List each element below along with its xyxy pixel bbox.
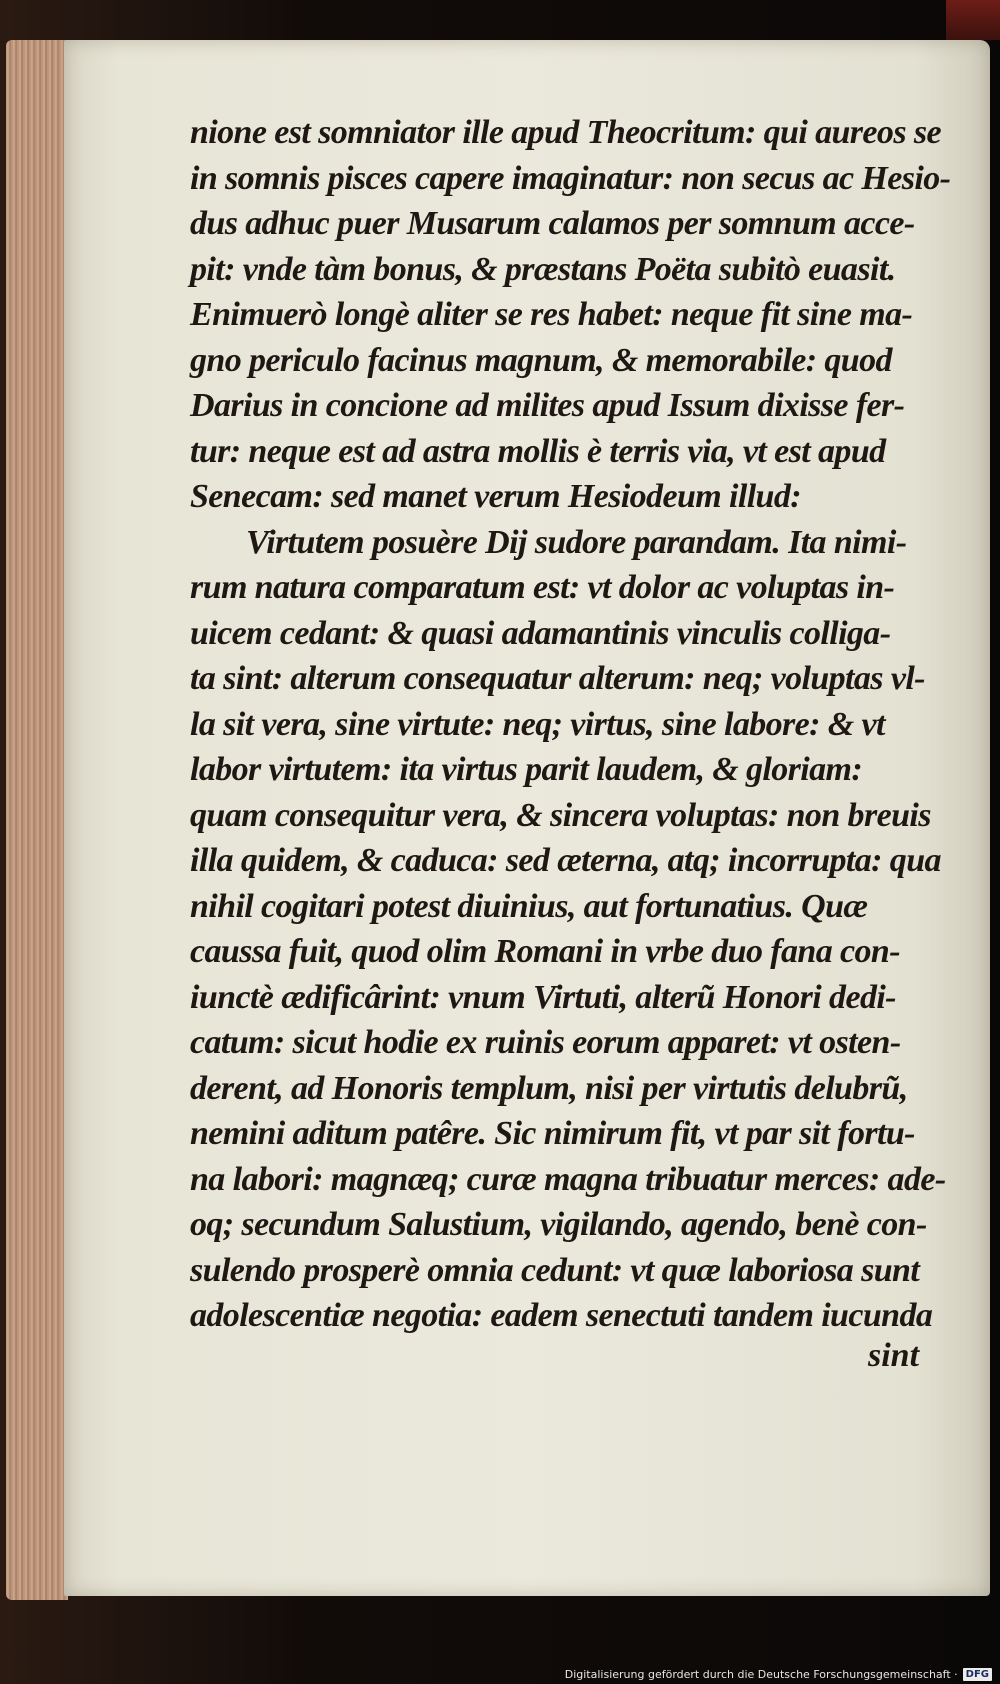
text-line: in somnis pisces capere imaginatur: non secus ac Hesio- [190,159,951,197]
text-line: iunctè ædificârint: vnum Virtuti, alterũ Honori dedi- [190,978,896,1016]
bookmark-ribbon [946,0,1000,40]
catchword: sint [868,1337,920,1374]
text-line: labor virtutem: ita virtus parit laudem, & gloriam: [190,751,863,788]
text-line: dus adhuc puer Musarum calamos per somnum acce- [190,205,915,242]
text-line: la sit vera, sine virtute: neq; virtus, sine labore: & vt [190,705,885,743]
text-line: ta sint: alterum consequatur alterum: neq; voluptas vl- [190,660,925,697]
text-line: illa quidem, & caduca: sed æterna, atq; incorrupta: qua [190,842,941,879]
text-line: nemini aditum patêre. Sic nimirum fit, vt par sit fortu- [190,1115,915,1152]
text-line: catum: sicut hodie ex ruinis eorum apparet: vt osten- [190,1024,901,1061]
text-line: oq; secundum Salustium, vigilando, agendo, benè con- [190,1206,927,1243]
text-line: sulendo prosperè omnia cedunt: vt quæ laboriosa sunt [190,1251,920,1289]
text-line: nione est somniator ille apud Theocritum: qui aureos se [190,114,941,151]
text-line: derent, ad Honoris templum, nisi per virtutis delubrũ, [190,1069,908,1107]
credit-text: Digitalisierung gefördert durch die Deutsche Forschungsgemeinschaft · [564,1667,958,1681]
book-page-edges [6,40,68,1600]
text-line: uicem cedant: & quasi adamantinis vinculis colliga- [190,614,891,652]
verse-quote-line: Virtutem posuère Dij sudore parandam. Ita nimi- [246,523,907,561]
text-block [190,110,950,1339]
text-line: nihil cogitari potest diuinius, aut fortunatius. Quæ [190,887,868,925]
text-line: Senecam: sed manet verum Hesiodeum illud: [190,478,801,515]
text-line: rum natura comparatum est: vt dolor ac voluptas in- [190,569,895,606]
text-line: Enimuerò longè aliter se res habet: neque fit sine ma- [190,296,913,333]
text-line: na labori: magnæq; curæ magna tribuatur merces: ade- [190,1160,946,1198]
digitization-credit [565,1664,992,1684]
text-line: tur: neque est ad astra mollis è terris via, vt est apud [190,432,886,470]
text-line: gno periculo facinus magnum, & memorabile: quod [190,341,892,379]
text-line: Darius in concione ad milites apud Issum dixisse fer- [190,387,905,424]
dfg-logo: DFG [963,1668,992,1681]
text-line: quam consequitur vera, & sincera voluptas: non breuis [190,796,931,834]
text-line: adolescentiæ negotia: eadem senectuti tandem iucunda [190,1297,933,1334]
text-line: pit: vnde tàm bonus, & præstans Poëta subitò euasit. [190,250,896,288]
text-line: caussa fuit, quod olim Romani in vrbe duo fana con- [190,933,900,970]
